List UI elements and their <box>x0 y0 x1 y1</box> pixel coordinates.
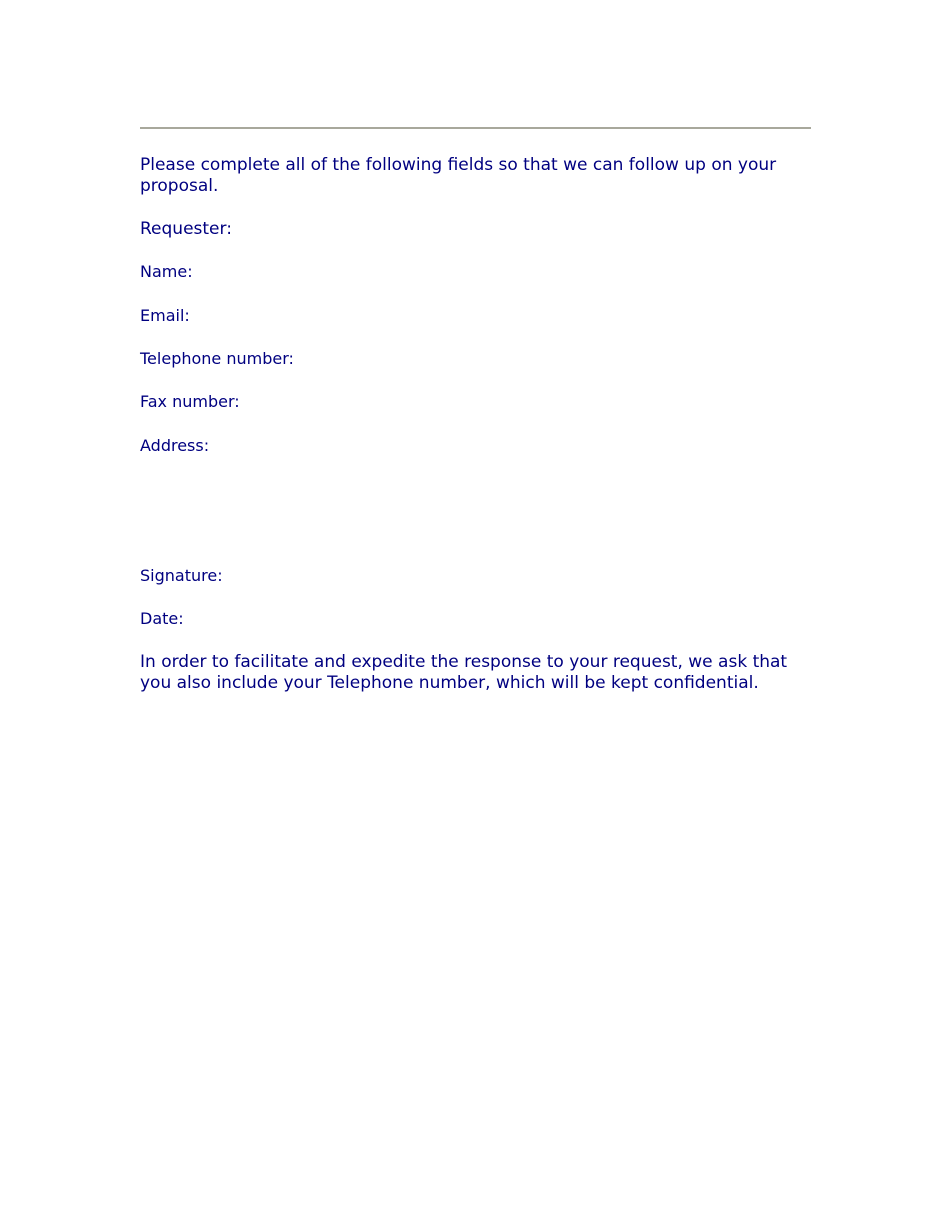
form-body <box>140 155 820 694</box>
name-label: Name: <box>140 262 193 281</box>
header-divider <box>140 127 811 129</box>
fax-label: Fax number: <box>140 392 240 411</box>
address-label: Address: <box>140 436 210 455</box>
requester-label: Requester: <box>140 219 232 239</box>
telephone-label: Telephone number: <box>140 349 294 368</box>
email-label: Email: <box>140 306 190 325</box>
date-label: Date: <box>140 609 184 628</box>
signature-label: Signature: <box>140 566 223 585</box>
intro-text: Please complete all of the following fields so that we can follow up on your proposal. <box>140 155 777 196</box>
closing-text: In order to facilitate and expedite the response to your request, we ask that you also include your Telephone number, which will be kept confidential. <box>140 652 788 693</box>
